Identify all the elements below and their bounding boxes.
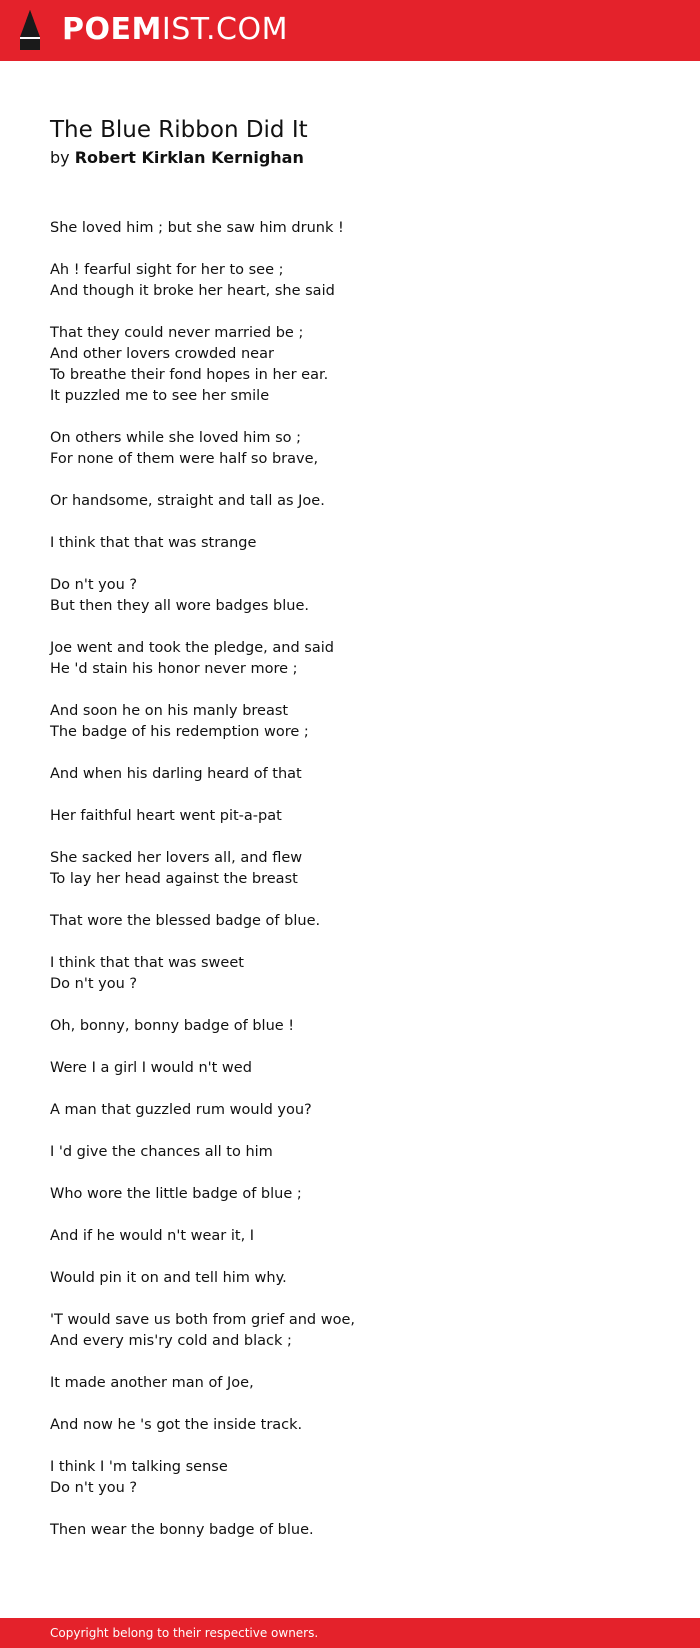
poem-line: Oh, bonny, bonny badge of blue ! xyxy=(50,1018,295,1034)
poem-line: 'T would save us both from grief and woe, xyxy=(50,1312,356,1328)
poem-line: Joe went and took the pledge, and said xyxy=(50,640,334,656)
poem-line: Ah ! fearful sight for her to see ; xyxy=(50,262,284,278)
poem-body xyxy=(50,218,650,1562)
logo-light-text: IST.COM xyxy=(161,12,288,47)
byline xyxy=(50,147,304,169)
poem-stanza xyxy=(50,638,650,680)
poem-line: Were I a girl I would n't wed xyxy=(50,1060,252,1076)
site-header xyxy=(0,0,700,61)
poem-line: But then they all wore badges blue. xyxy=(50,598,310,614)
poem-line: Do n't you ? xyxy=(50,577,138,593)
poem-line: Her faithful heart went pit-a-pat xyxy=(50,808,282,824)
by-label: by xyxy=(50,148,70,167)
poem-stanza xyxy=(50,1058,650,1079)
poem-line: I think that that was strange xyxy=(50,535,257,551)
copyright-text: Copyright belong to their respective owners. xyxy=(50,1626,319,1640)
poem-line: For none of them were half so brave, xyxy=(50,451,319,467)
poem-title: The Blue Ribbon Did It xyxy=(50,117,308,143)
poem-stanza xyxy=(50,701,650,743)
poem-line: A man that guzzled rum would you? xyxy=(50,1102,312,1118)
pencil-tip-icon[interactable] xyxy=(17,9,43,51)
poem-line: And when his darling heard of that xyxy=(50,766,302,782)
poem-stanza xyxy=(50,1016,650,1037)
poem-line: Then wear the bonny badge of blue. xyxy=(50,1522,314,1538)
poem-line: On others while she loved him so ; xyxy=(50,430,302,446)
poem-stanza xyxy=(50,491,650,512)
logo-bold-text: POEM xyxy=(62,12,162,47)
poem-line: She loved him ; but she saw him drunk ! xyxy=(50,220,344,236)
site-logo[interactable] xyxy=(62,12,288,48)
poem-line: Do n't you ? xyxy=(50,976,138,992)
poem-line: I 'd give the chances all to him xyxy=(50,1144,273,1160)
poem-line: That wore the blessed badge of blue. xyxy=(50,913,321,929)
poem-stanza xyxy=(50,764,650,785)
poem-stanza xyxy=(50,848,650,890)
site-footer xyxy=(0,1618,700,1648)
poem-stanza xyxy=(50,911,650,932)
poem-stanza xyxy=(50,1457,650,1499)
poem-line: He 'd stain his honor never more ; xyxy=(50,661,298,677)
poem-stanza xyxy=(50,1268,650,1289)
poem-line: It made another man of Joe, xyxy=(50,1375,254,1391)
poem-line: I think I 'm talking sense xyxy=(50,1459,228,1475)
poem-stanza xyxy=(50,1226,650,1247)
poem-stanza xyxy=(50,1415,650,1436)
poem-stanza xyxy=(50,428,650,470)
poem-line: To breathe their fond hopes in her ear. xyxy=(50,367,329,383)
poem-line: She sacked her lovers all, and flew xyxy=(50,850,303,866)
poem-line: To lay her head against the breast xyxy=(50,871,298,887)
poem-stanza xyxy=(50,1184,650,1205)
poem-stanza xyxy=(50,1373,650,1394)
poem-stanza xyxy=(50,260,650,302)
poem-stanza xyxy=(50,533,650,554)
poem-line: And though it broke her heart, she said xyxy=(50,283,335,299)
poem-stanza xyxy=(50,1520,650,1541)
poem-stanza xyxy=(50,1142,650,1163)
poem-stanza xyxy=(50,575,650,617)
poem-line: I think that that was sweet xyxy=(50,955,244,971)
poem-line: And now he 's got the inside track. xyxy=(50,1417,303,1433)
poem-line: And other lovers crowded near xyxy=(50,346,274,362)
poem-line: The badge of his redemption wore ; xyxy=(50,724,309,740)
poem-line: Would pin it on and tell him why. xyxy=(50,1270,287,1286)
poem-stanza xyxy=(50,1100,650,1121)
poem-line: And soon he on his manly breast xyxy=(50,703,289,719)
poem-line: Do n't you ? xyxy=(50,1480,138,1496)
poem-line: It puzzled me to see her smile xyxy=(50,388,270,404)
poem-line: Who wore the little badge of blue ; xyxy=(50,1186,302,1202)
poem-line: Or handsome, straight and tall as Joe. xyxy=(50,493,325,509)
poem-line: And if he would n't wear it, I xyxy=(50,1228,255,1244)
poem-line: That they could never married be ; xyxy=(50,325,304,341)
poem-line: And every mis'ry cold and black ; xyxy=(50,1333,292,1349)
poem-stanza xyxy=(50,953,650,995)
poem-author: Robert Kirklan Kernighan xyxy=(74,148,304,167)
poem-stanza xyxy=(50,323,650,407)
poem-stanza xyxy=(50,1310,650,1352)
poem-stanza xyxy=(50,806,650,827)
poem-stanza xyxy=(50,218,650,239)
